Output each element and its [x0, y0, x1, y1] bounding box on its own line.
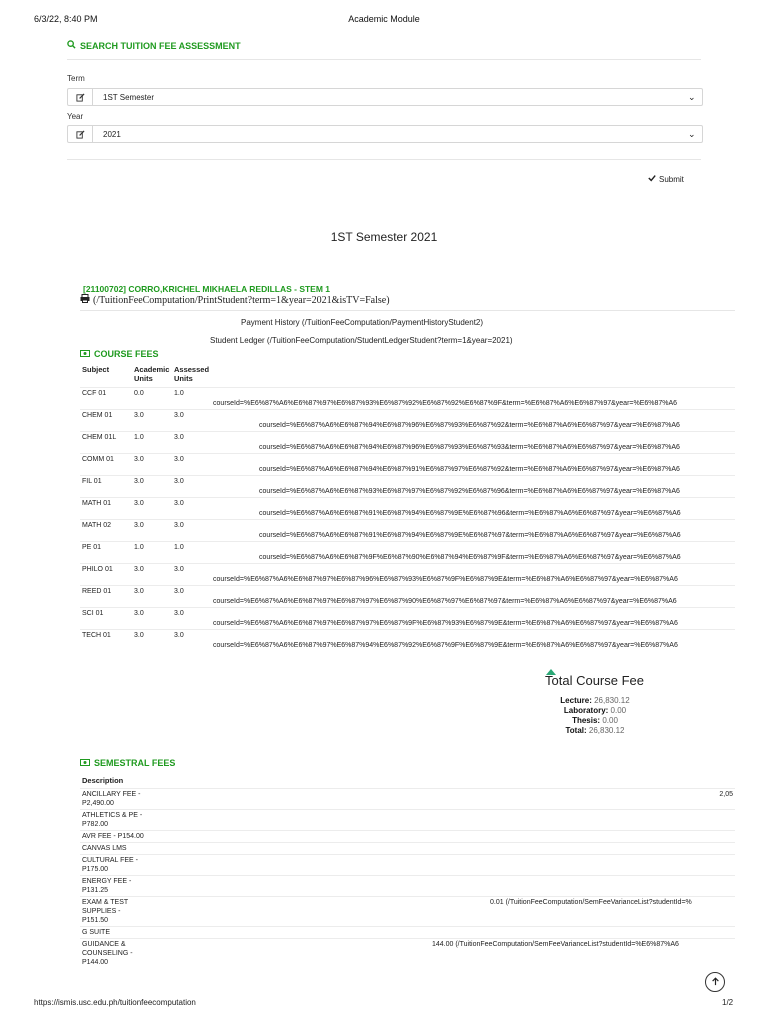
course-assessed-units: 3.0 [172, 475, 211, 497]
course-subject: MATH 01 [80, 497, 132, 519]
course-link[interactable]: courseId=%E6%87%A6%E6%87%97%E6%87%94%E6%87%92%E6%87%9F%E6%87%9E&term=%E6%87%A6%E6%87%97&year=%E6%87%A6 [211, 629, 735, 651]
semestral-fee-description: CANVAS LMS [80, 842, 150, 854]
total-course-fee-title: Total Course Fee [545, 673, 644, 688]
semestral-fee-variance[interactable]: 0.01 (/TuitionFeeComputation/SemFeeVarianceList?studentId=% [150, 896, 735, 926]
table-row [80, 607, 735, 629]
course-assessed-units: 1.0 [172, 541, 211, 563]
course-subject: PE 01 [80, 541, 132, 563]
footer-url: https://ismis.usc.edu.ph/tuitionfeecomputation [34, 998, 196, 1007]
semestral-fee-description: ANCILLARY FEE - P2,490.00 [80, 788, 150, 809]
course-academic-units: 0.0 [132, 387, 172, 409]
course-academic-units: 3.0 [132, 585, 172, 607]
laboratory-label: Laboratory: [563, 706, 609, 715]
course-link[interactable]: courseId=%E6%87%A6%E6%87%97%E6%87%96%E6%87%93%E6%87%9F%E6%87%9E&term=%E6%87%A6%E6%87%97&year=%E6%87%A6 [211, 563, 735, 585]
result-title: 1ST Semester 2021 [330, 230, 438, 244]
list-item [80, 809, 735, 830]
table-row [80, 431, 735, 453]
list-item [80, 842, 735, 854]
lecture-value: 26,830.12 [594, 696, 630, 705]
course-academic-units: 3.0 [132, 519, 172, 541]
course-assessed-units: 3.0 [172, 585, 211, 607]
list-item [80, 926, 735, 938]
course-assessed-units: 1.0 [172, 387, 211, 409]
course-academic-units: 3.0 [132, 563, 172, 585]
course-link[interactable]: courseId=%E6%87%A6%E6%87%91%E6%87%94%E6%87%9E%E6%87%97&term=%E6%87%A6%E6%87%97&year=%E6%87%A6 [211, 519, 735, 541]
semestral-fee-variance[interactable]: 2,05 [150, 788, 735, 809]
edit-icon [68, 126, 93, 142]
semestral-fee-variance [150, 842, 735, 854]
column-header-subject: Subject [82, 365, 110, 374]
term-select[interactable] [67, 88, 703, 106]
check-icon [648, 174, 656, 184]
course-fees-title [80, 349, 159, 359]
semestral-fee-variance[interactable]: 144.00 (/TuitionFeeComputation/SemFeeVarianceList?studentId=%E6%87%A6 [150, 938, 735, 968]
course-academic-units: 3.0 [132, 453, 172, 475]
course-subject: FIL 01 [80, 475, 132, 497]
semestral-fee-variance [150, 926, 735, 938]
table-row [80, 409, 735, 431]
total-label: Total: [565, 726, 587, 735]
semestral-fees-title [80, 758, 175, 768]
semestral-fees-label: SEMESTRAL FEES [94, 758, 176, 768]
course-fees-label: COURSE FEES [94, 349, 159, 359]
student-name: [21100702] CORRO,KRICHEL MIKHAELA REDILLAS - STEM 1 [83, 284, 331, 294]
list-item [80, 938, 735, 968]
semestral-fee-variance [150, 830, 735, 842]
course-academic-units: 1.0 [132, 431, 172, 453]
student-ledger-link[interactable]: Student Ledger (/TuitionFeeComputation/StudentLedgerStudent?term=1&year=2021) [210, 336, 513, 345]
course-assessed-units: 3.0 [172, 453, 211, 475]
course-academic-units: 3.0 [132, 497, 172, 519]
course-academic-units: 3.0 [132, 607, 172, 629]
payment-history-link[interactable]: Payment History (/TuitionFeeComputation/PaymentHistoryStudent2) [241, 318, 484, 327]
laboratory-value: 0.00 [610, 706, 627, 715]
course-subject: MATH 02 [80, 519, 132, 541]
arrow-up-icon [711, 973, 720, 991]
list-item [80, 854, 735, 875]
semestral-fee-description: ATHLETICS & PE - P782.00 [80, 809, 150, 830]
semestral-fee-variance [150, 809, 735, 830]
course-assessed-units: 3.0 [172, 607, 211, 629]
submit-button[interactable] [648, 174, 684, 184]
print-link-text: (/TuitionFeeComputation/PrintStudent?term=1&year=2021&isTV=False) [93, 294, 390, 306]
scroll-top-button[interactable] [705, 972, 725, 992]
semestral-fee-description: CULTURAL FEE - P175.00 [80, 854, 150, 875]
chevron-down-icon: ⌄ [688, 128, 696, 139]
course-link[interactable]: courseId=%E6%87%A6%E6%87%97%E6%87%93%E6%87%92%E6%87%92%E6%87%9F&term=%E6%87%A6%E6%87%97&year=%E6%87%A6 [211, 387, 735, 409]
course-subject: CHEM 01L [80, 431, 132, 453]
column-header-academic-units: Academic Units [134, 365, 170, 383]
divider [80, 310, 735, 311]
chevron-down-icon: ⌄ [688, 91, 696, 102]
submit-label: Submit [659, 174, 684, 184]
table-row [80, 475, 735, 497]
course-academic-units: 3.0 [132, 475, 172, 497]
semestral-fee-variance [150, 854, 735, 875]
print-datetime: 6/3/22, 8:40 PM [34, 14, 98, 24]
course-subject: TECH 01 [80, 629, 132, 651]
course-subject: CHEM 01 [80, 409, 132, 431]
course-assessed-units: 3.0 [172, 431, 211, 453]
term-select-value: 1ST Semester [103, 92, 154, 102]
table-row [80, 541, 735, 563]
edit-icon [68, 89, 93, 105]
course-academic-units: 1.0 [132, 541, 172, 563]
search-section-label: SEARCH TUITION FEE ASSESSMENT [80, 40, 241, 51]
course-assessed-units: 3.0 [172, 409, 211, 431]
table-row [80, 629, 735, 651]
course-link[interactable]: courseId=%E6%87%A6%E6%87%93%E6%87%97%E6%87%92%E6%87%96&term=%E6%87%A6%E6%87%97&year=%E6%87%A6 [211, 475, 735, 497]
semestral-fees-table [80, 774, 735, 968]
table-row [80, 563, 735, 585]
list-item [80, 788, 735, 809]
semestral-fee-description: GUIDANCE & COUNSELING - P144.00 [80, 938, 150, 968]
course-link[interactable]: courseId=%E6%87%A6%E6%87%94%E6%87%96%E6%87%93%E6%87%93&term=%E6%87%A6%E6%87%97&year=%E6%87%A6 [211, 431, 735, 453]
money-icon [80, 758, 90, 768]
thesis-label: Thesis: [572, 716, 601, 725]
table-row [80, 453, 735, 475]
course-subject: COMM 01 [80, 453, 132, 475]
course-subject: SCI 01 [80, 607, 132, 629]
total-value: 26,830.12 [588, 726, 625, 735]
printer-icon [80, 294, 90, 306]
table-row [80, 387, 735, 409]
table-row [80, 497, 735, 519]
column-header-description: Description [82, 776, 124, 786]
list-item [80, 875, 735, 896]
course-assessed-units: 3.0 [172, 563, 211, 585]
course-assessed-units: 3.0 [172, 497, 211, 519]
semestral-fee-description: EXAM & TEST SUPPLIES - P151.50 [80, 896, 150, 926]
print-title: Academic Module [348, 14, 420, 24]
course-assessed-units: 3.0 [172, 629, 211, 651]
course-link[interactable]: courseId=%E6%87%A6%E6%87%91%E6%87%94%E6%87%9E%E6%87%96&term=%E6%87%A6%E6%87%97&year=%E6%87%A6 [211, 497, 735, 519]
course-academic-units: 3.0 [132, 409, 172, 431]
year-select[interactable] [67, 125, 703, 143]
semestral-fee-description: AVR FEE - P154.00 [80, 830, 150, 842]
course-subject: PHILO 01 [80, 563, 132, 585]
thesis-value: 0.00 [602, 716, 618, 725]
search-icon [67, 40, 76, 51]
lecture-label: Lecture: [560, 696, 592, 705]
course-assessed-units: 3.0 [172, 519, 211, 541]
course-subject: REED 01 [80, 585, 132, 607]
year-select-value: 2021 [103, 129, 121, 139]
column-header-assessed-units: Assessed Units [174, 365, 210, 383]
divider [67, 159, 701, 160]
semestral-fee-description: G SUITE [80, 926, 150, 938]
table-row [80, 519, 735, 541]
course-fees-table [80, 365, 735, 651]
course-subject: CCF 01 [80, 387, 132, 409]
course-academic-units: 3.0 [132, 629, 172, 651]
course-link[interactable]: courseId=%E6%87%A6%E6%87%9F%E6%87%90%E6%87%94%E6%87%9F&term=%E6%87%A6%E6%87%97&year=%E6%87%A6 [211, 541, 735, 563]
course-link[interactable]: courseId=%E6%87%A6%E6%87%97%E6%87%97%E6%87%9F%E6%87%93%E6%87%9E&term=%E6%87%A6%E6%87%97&year=%E6%87%A6 [211, 607, 735, 629]
money-icon [80, 349, 90, 359]
footer-page-number: 1/2 [722, 998, 734, 1007]
semestral-fee-description: ENERGY FEE - P131.25 [80, 875, 150, 896]
print-link[interactable] [80, 294, 390, 306]
course-link[interactable]: courseId=%E6%87%A6%E6%87%94%E6%87%96%E6%87%93%E6%87%92&term=%E6%87%A6%E6%87%97&year=%E6%87%A6 [211, 409, 735, 431]
table-row [80, 585, 735, 607]
list-item [80, 896, 735, 926]
search-section-title [67, 40, 241, 51]
divider [67, 59, 701, 60]
semestral-fee-variance [150, 875, 735, 896]
year-label: Year [67, 112, 84, 121]
course-link[interactable]: courseId=%E6%87%A6%E6%87%94%E6%87%91%E6%87%97%E6%87%92&term=%E6%87%A6%E6%87%97&year=%E6%87%A6 [211, 453, 735, 475]
list-item [80, 830, 735, 842]
total-course-fee-summary [545, 696, 645, 736]
term-label: Term [67, 74, 85, 83]
course-link[interactable]: courseId=%E6%87%A6%E6%87%97%E6%87%97%E6%87%90%E6%87%97%E6%87%97&term=%E6%87%A6%E6%87%97&year=%E6%87%A6 [211, 585, 735, 607]
